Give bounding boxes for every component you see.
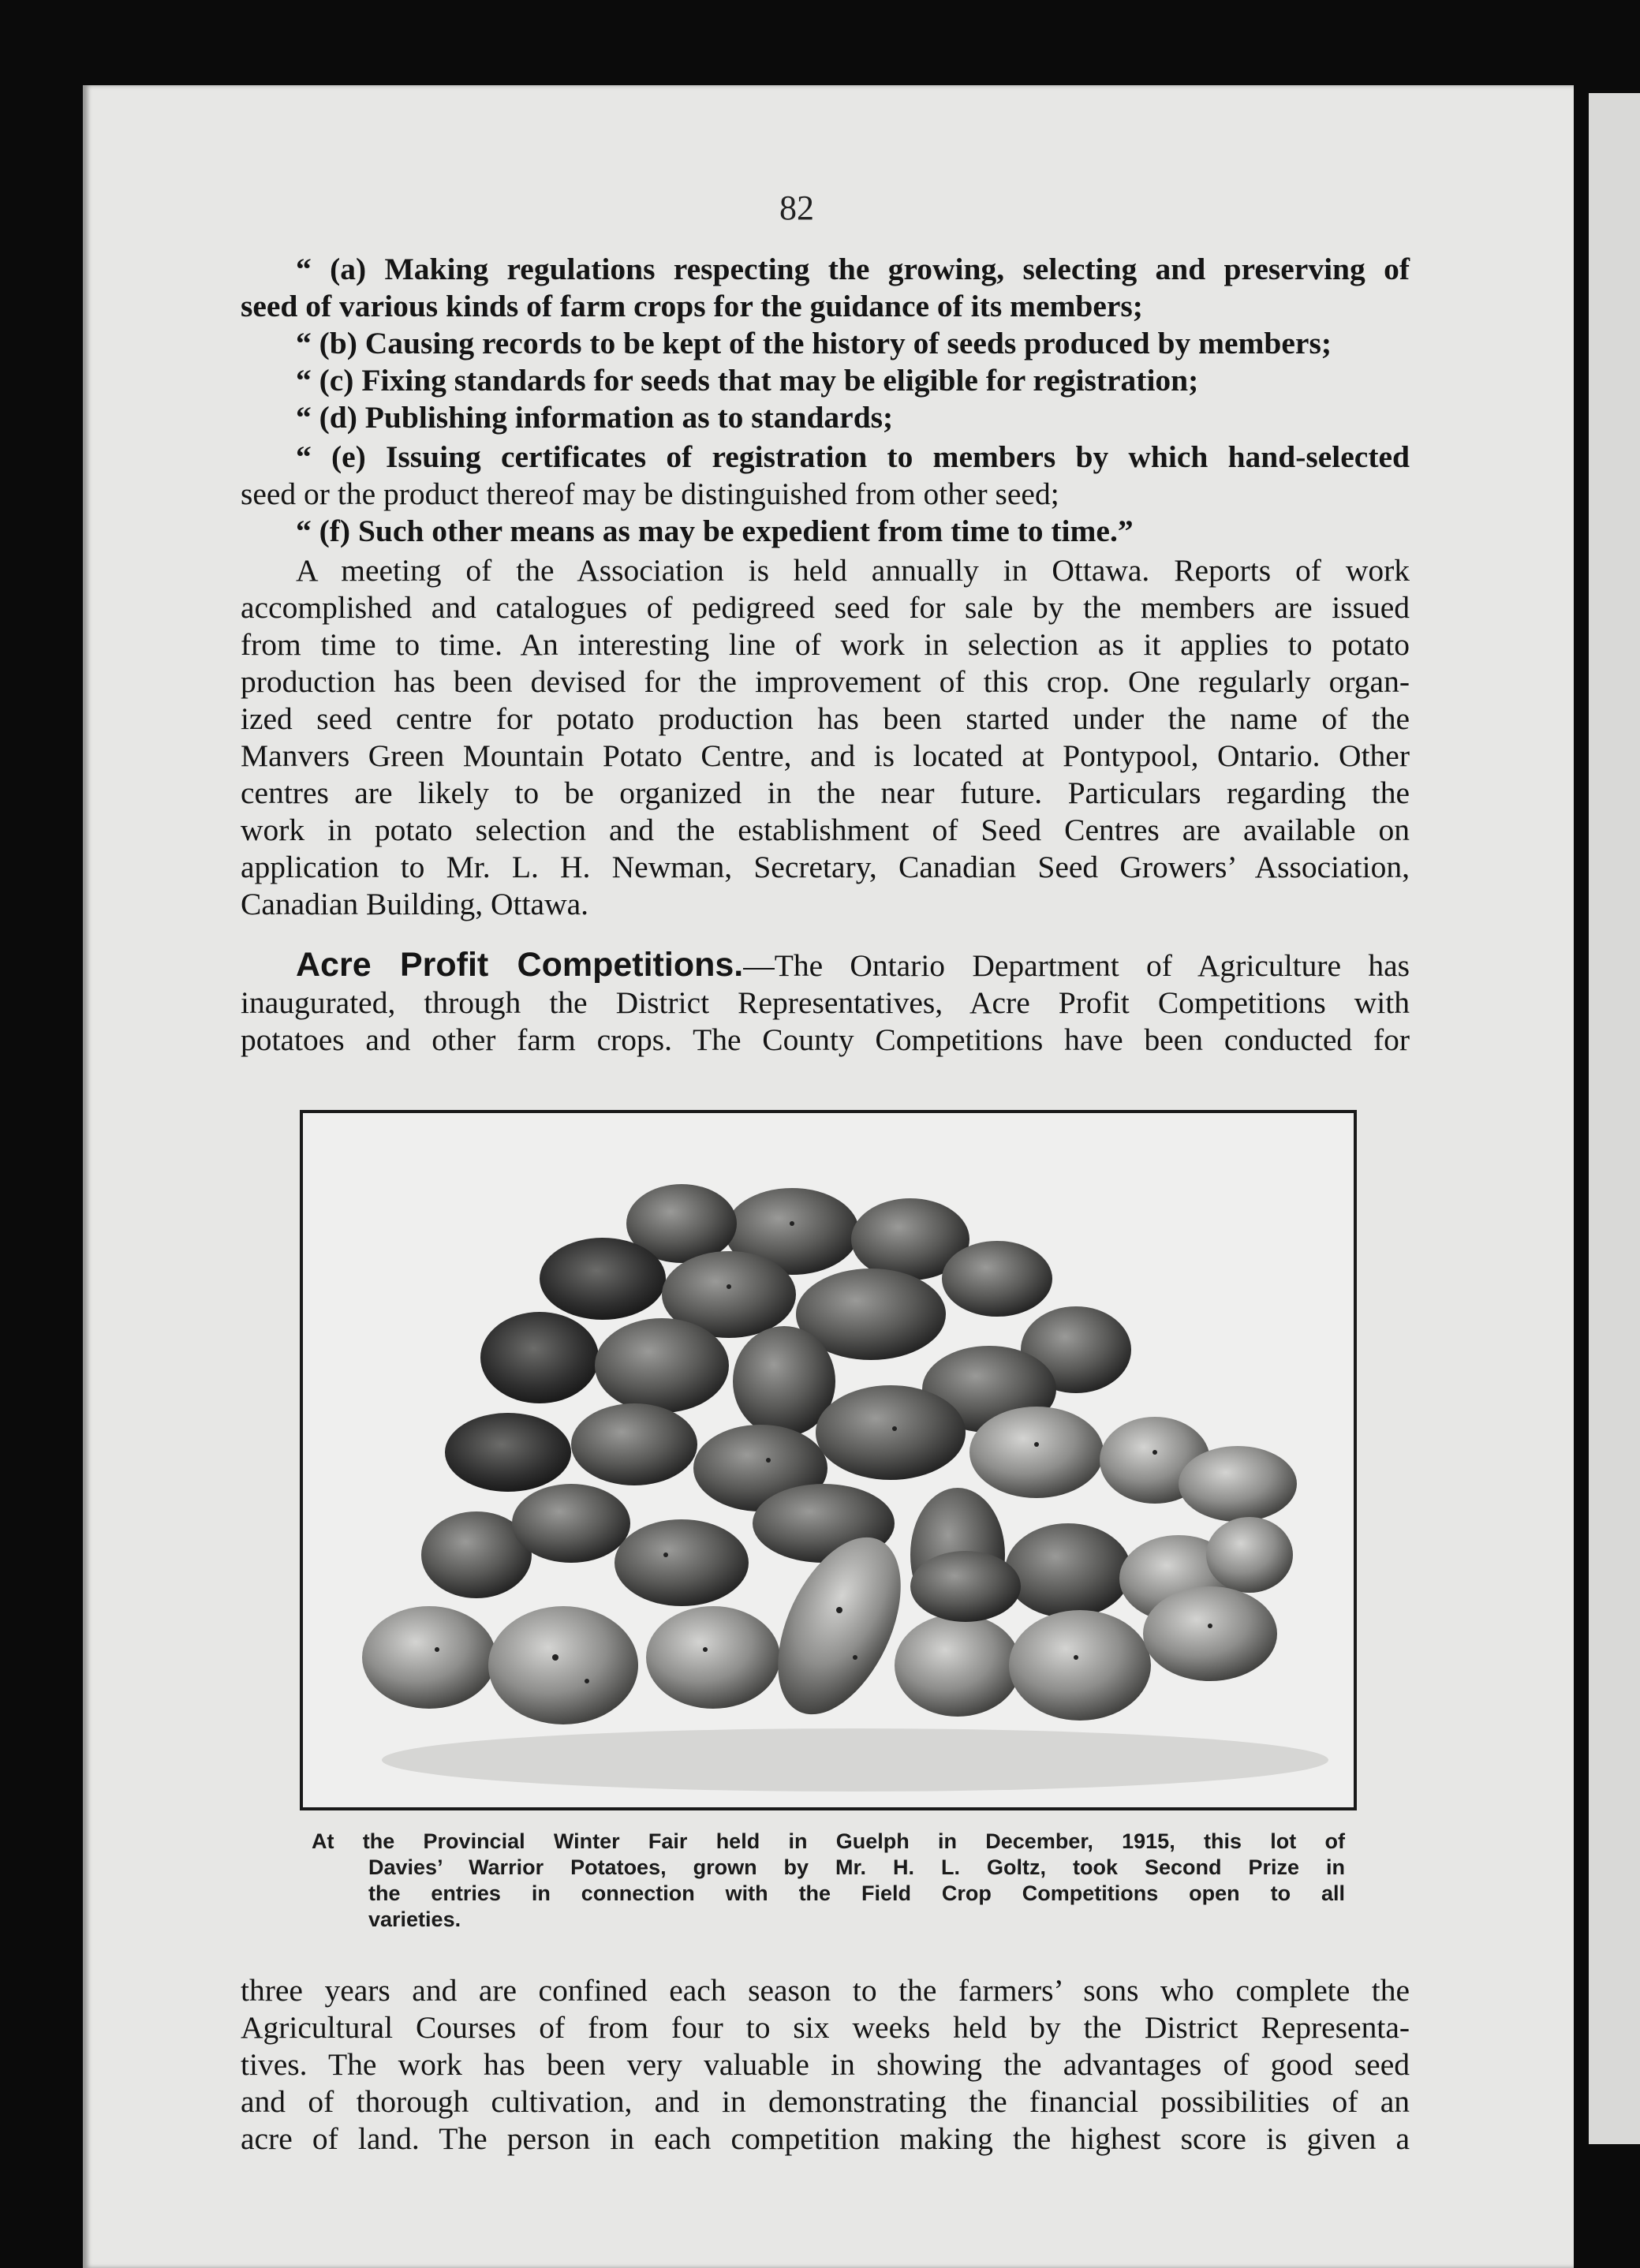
list-item-f [241, 513, 1410, 550]
facing-page-edge [1589, 93, 1640, 2144]
list-line: “ (c) Fixing standards for seeds that may be eligible for registration; [296, 363, 1199, 398]
text-line: Canadian Building, Ottawa. [241, 887, 588, 921]
list-line: “ (f) Such other means as may be expedient from time to time.” [296, 514, 1134, 548]
page-number: 82 [779, 189, 814, 227]
potato-photograph [300, 1110, 1357, 1810]
text-line: ized seed centre for potato production has been started under the name of the [241, 701, 1410, 736]
text-line: centres are likely to be organized in the near future. Particulars regarding the [241, 775, 1410, 810]
potato-pile-image [303, 1113, 1354, 1807]
text-line: three years and are confined each season to the farmers’ sons who complete the [241, 1973, 1410, 2008]
meeting-paragraph [241, 552, 1410, 923]
text-line: A meeting of the Association is held annually in Ottawa. Reports of work [296, 553, 1410, 588]
list-line: “ (b) Causing records to be kept of the history of seeds produced by members; [296, 326, 1332, 361]
figure-caption [312, 1829, 1345, 1933]
list-item-e [241, 439, 1410, 513]
text-line: Manvers Green Mountain Potato Centre, and is located at Pontypool, Ontario. Other [241, 738, 1410, 773]
caption-line: varieties. [368, 1907, 461, 1931]
list-line: seed or the product thereof may be distinguished from other seed; [241, 476, 1059, 511]
list-item-c [241, 362, 1410, 399]
list-item-a [241, 251, 1410, 325]
text-line: Agricultural Courses of from four to six weeks held by the District Representa- [241, 2010, 1410, 2045]
heading-continuation: —The Ontario Department of Agriculture has [743, 948, 1410, 983]
list-line: “ (e) Issuing certificates of registration to members by which hand-selected [296, 439, 1410, 474]
text-line: potatoes and other farm crops. The County Competitions have been conducted for [241, 1022, 1410, 1057]
caption-line: Davies’ Warrior Potatoes, grown by Mr. H. L. Goltz, took Second Prize in [368, 1855, 1345, 1879]
caption-line: the entries in connection with the Field Crop Competitions open to all [368, 1881, 1345, 1905]
text-line: from time to time. An interesting line of work in selection as it applies to potato [241, 627, 1410, 662]
text-line [241, 947, 1410, 985]
text-line: and of thorough cultivation, and in demonstrating the financial possibilities of an [241, 2084, 1410, 2119]
list-line: “ (a) Making regulations respecting the growing, selecting and preserving of [296, 252, 1410, 286]
caption-line: At the Provincial Winter Fair held in Guelph in December, 1915, this lot of [312, 1829, 1345, 1853]
text-line: tives. The work has been very valuable in showing the advantages of good seed [241, 2047, 1410, 2082]
list-line: seed of various kinds of farm crops for the guidance of its members; [241, 289, 1143, 323]
list-line: “ (d) Publishing information as to standards; [296, 400, 894, 435]
acre-paragraph [241, 947, 1410, 1059]
list-item-b [241, 325, 1410, 362]
final-paragraph [241, 1972, 1410, 2158]
text-line: inaugurated, through the District Representatives, Acre Profit Competitions with [241, 985, 1410, 1020]
text-line: acre of land. The person in each competition making the highest score is given a [241, 2121, 1410, 2156]
text-line: work in potato selection and the establishment of Seed Centres are available on [241, 813, 1410, 847]
section-heading: Acre Profit Competitions. [296, 946, 744, 984]
text-line: accomplished and catalogues of pedigreed seed for sale by the members are issued [241, 590, 1410, 625]
text-line: production has been devised for the improvement of this crop. One regularly organ- [241, 664, 1410, 699]
list-item-d [241, 399, 1410, 436]
text-line: application to Mr. L. H. Newman, Secretary, Canadian Seed Growers’ Association, [241, 850, 1410, 884]
